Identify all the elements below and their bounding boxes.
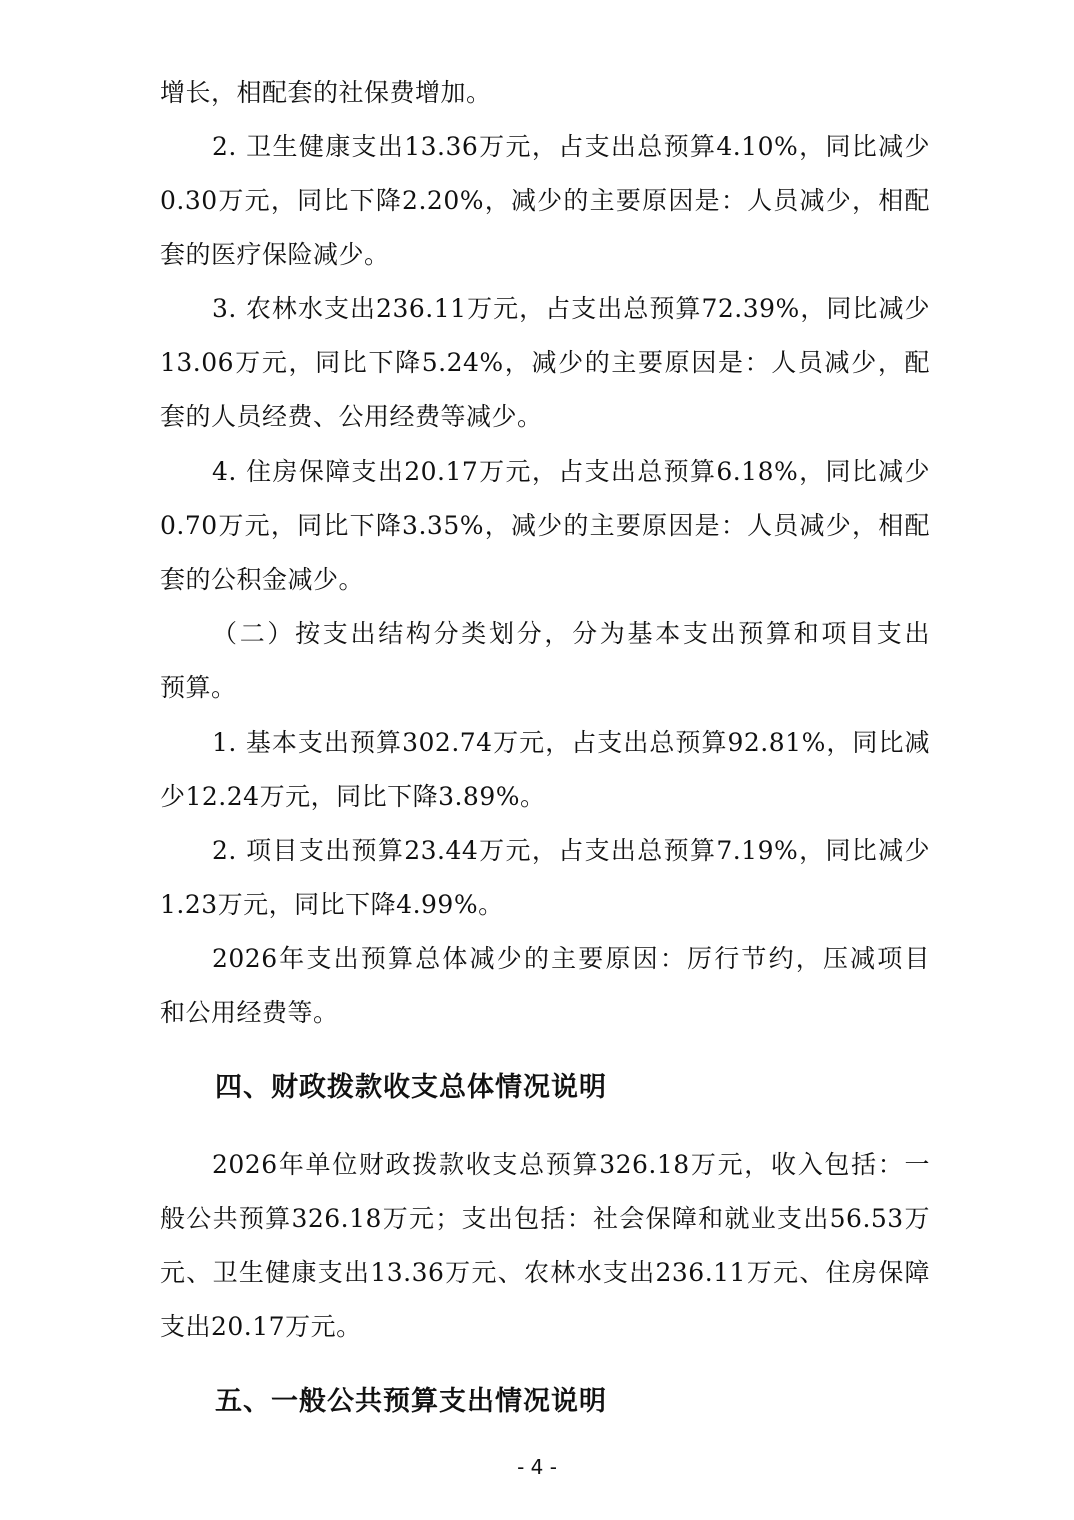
paragraph-line: 增长，相配套的社保费增加。 [160, 78, 492, 107]
paragraph-line: 套的公积金减少。 [160, 565, 365, 594]
paragraph-line: （二）按支出结构分类划分，分为基本支出预算和项目支出 [212, 619, 930, 648]
paragraph-line: 支出20.17万元。 [160, 1312, 362, 1341]
page-number: - 4 - [517, 1455, 557, 1479]
section-heading: 五、一般公共预算支出情况说明 [215, 1386, 607, 1417]
paragraph-line: 套的人员经费、公用经费等减少。 [160, 402, 543, 431]
paragraph-line: 套的医疗保险减少。 [160, 240, 390, 269]
paragraph-line: 和公用经费等。 [160, 998, 339, 1027]
paragraph-line: 元、卫生健康支出13.36万元、农林水支出236.11万元、住房保障 [160, 1258, 930, 1287]
paragraph-line: 0.30万元，同比下降2.20%，减少的主要原因是：人员减少，相配 [160, 186, 930, 215]
paragraph-line: 3. 农林水支出236.11万元，占支出总预算72.39%，同比减少 [212, 294, 930, 323]
paragraph-line: 2026年单位财政拨款收支总预算326.18万元，收入包括：一 [212, 1150, 930, 1179]
paragraph-line: 4. 住房保障支出20.17万元，占支出总预算6.18%，同比减少 [212, 457, 930, 486]
section-heading: 四、财政拨款收支总体情况说明 [215, 1072, 607, 1103]
paragraph-line: 1. 基本支出预算302.74万元，占支出总预算92.81%，同比减 [212, 728, 930, 757]
paragraph-line: 少12.24万元，同比下降3.89%。 [160, 782, 546, 811]
paragraph-line: 般公共预算326.18万元；支出包括：社会保障和就业支出56.53万 [160, 1204, 930, 1233]
paragraph-line: 0.70万元，同比下降3.35%，减少的主要原因是：人员减少，相配 [160, 511, 930, 540]
paragraph-line: 13.06万元，同比下降5.24%，减少的主要原因是：人员减少，配 [160, 348, 930, 377]
paragraph-line: 预算。 [160, 673, 237, 702]
paragraph-line: 1.23万元，同比下降4.99%。 [160, 890, 504, 919]
paragraph-line: 2026年支出预算总体减少的主要原因：厉行节约，压减项目 [212, 944, 930, 973]
paragraph-line: 2. 项目支出预算23.44万元，占支出总预算7.19%，同比减少 [212, 836, 930, 865]
paragraph-line: 2. 卫生健康支出13.36万元，占支出总预算4.10%，同比减少 [212, 132, 930, 161]
